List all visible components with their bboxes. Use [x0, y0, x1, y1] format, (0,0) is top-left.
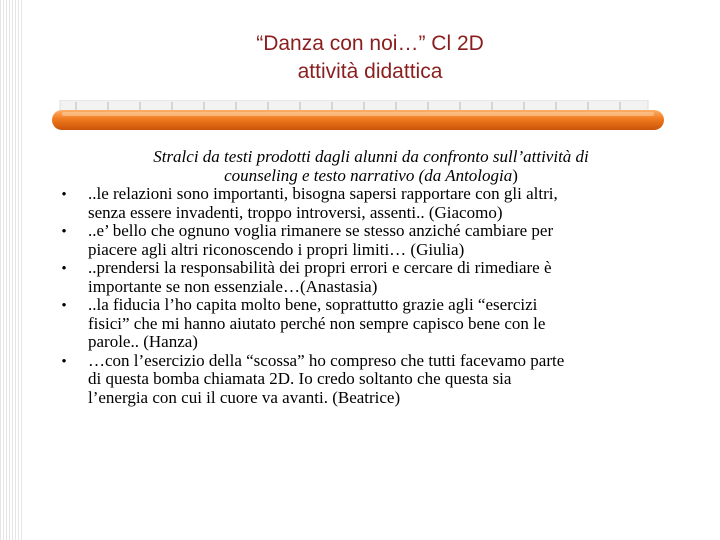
list-item-line: l’energia con cui il cuore va avanti. (Beatrice) [88, 387, 401, 407]
list-item [56, 222, 658, 259]
orange-bar-highlight [62, 112, 654, 116]
list-item [56, 296, 658, 352]
list-item-line: fisici” che mi hanno aiutato perché non sempre capisco bene con le [88, 313, 546, 333]
list-item-line: …con l’esercizio della “scossa” ho compreso che tutti facevamo parte [88, 350, 565, 370]
title-line-2: attività didattica [297, 60, 443, 83]
list-item-line: ..prendersi la responsabilità dei propri errori e cercare di rimediare è [88, 258, 552, 277]
intro-line-2-text: counseling e testo narrativo (da Antologia [224, 165, 513, 185]
intro-line-1: Stralci da testi prodotti dagli alunni da confronto sull’attività di [153, 147, 589, 166]
bullet-icon: • [61, 352, 67, 368]
bullet-icon: • [61, 223, 67, 238]
quotes-list [56, 185, 658, 407]
intro-line-2 [84, 167, 658, 186]
bullet-icon: • [61, 297, 67, 312]
ruler-bar-decoration [52, 100, 664, 140]
list-item-line: ..la fiducia l’ho capita molto bene, soprattutto grazie agli “esercizi [88, 295, 538, 314]
list-item-line: di questa bomba chiamata 2D. Io credo soltanto che questa sia [88, 369, 512, 388]
bullet-icon: • [61, 260, 67, 275]
bullet-icon: • [61, 186, 67, 201]
slide-content [56, 148, 658, 407]
list-item-line: piacere agli altri riconoscendo i propri limiti… (Giulia) [88, 239, 465, 259]
title-line-1: “Danza con noi…” Cl 2D [256, 32, 484, 55]
list-item-line: ..le relazioni sono importanti, bisogna sapersi rapportare con gli altri, [88, 184, 558, 203]
list-item-line: importante se non essenziale…(Anastasia) [88, 276, 378, 296]
slide-title [160, 30, 580, 86]
intro-close-paren: ) [512, 165, 518, 185]
list-item [56, 259, 658, 296]
list-item-line: parole.. (Hanza) [88, 332, 198, 351]
left-stripe-decoration [0, 0, 22, 540]
list-item-line: ..e’ bello che ognuno voglia rimanere se stesso anziché cambiare per [88, 221, 554, 240]
intro-text [56, 148, 658, 185]
list-item [56, 185, 658, 222]
list-item-line: senza essere invadenti, troppo introversi, assenti.. (Giacomo) [88, 202, 503, 222]
list-item [56, 352, 658, 408]
